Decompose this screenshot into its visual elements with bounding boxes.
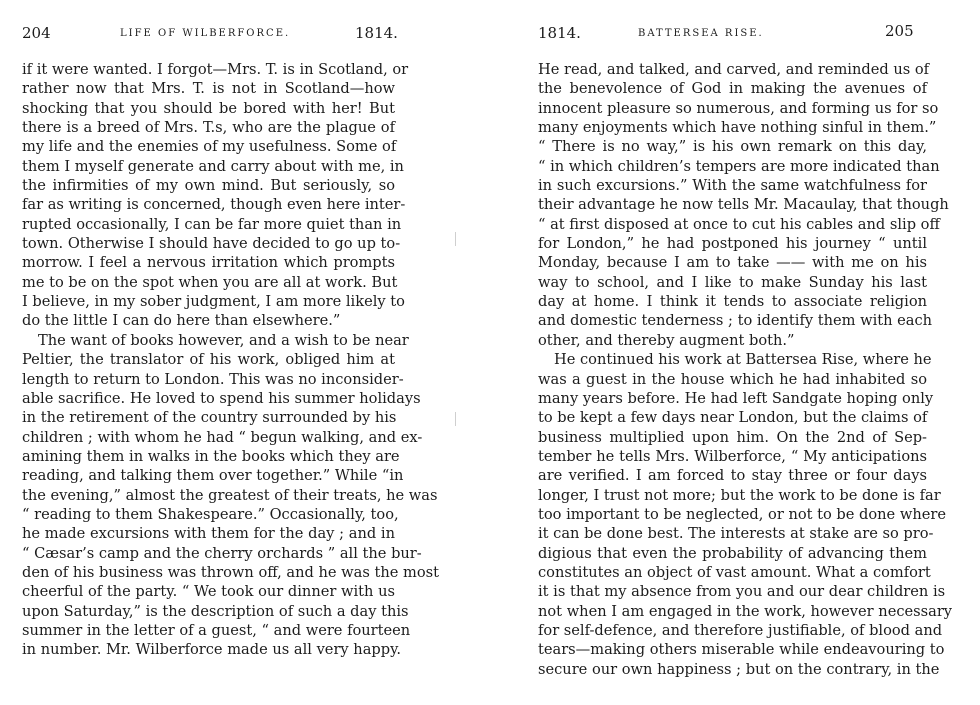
gutter-mark <box>455 232 456 246</box>
text-line: shocking that you should be bored with her! But <box>22 99 395 117</box>
text-line: the benevolence of God in making the avenues of <box>538 80 927 98</box>
text-line: it is that my absence from you and our dear children is <box>538 583 946 601</box>
text-line: digious that even the probability of advancing them <box>538 544 927 562</box>
left-page-header <box>0 24 470 46</box>
text-line: I believe, in my sober judgment, I am more likely to <box>22 293 405 311</box>
text-line: day at home. I think it tends to associate religion <box>538 293 927 311</box>
text-line: den of his business was thrown off, and he was the most <box>22 563 439 581</box>
text-line: The want of books however, and a wish to be near <box>38 331 409 349</box>
left-running-head: LIFE OF WILBERFORCE. <box>120 28 291 39</box>
text-line: other, and thereby augment both.” <box>538 331 795 349</box>
right-page-number: 205 <box>885 22 914 40</box>
text-line: “ at first disposed at once to cut his cables and slip off <box>538 215 940 233</box>
right-page-text <box>538 60 953 679</box>
text-line: upon Saturday,” is the description of such a day this <box>22 602 409 620</box>
text-line: was a guest in the house which he had inhabited so <box>538 370 927 388</box>
text-line: to be kept a few days near London, but the claims of <box>538 409 928 427</box>
text-line: children ; with whom he had “ begun walking, and ex- <box>22 428 423 446</box>
text-line: their advantage he now tells Mr. Macaulay, that though <box>538 196 949 214</box>
right-page-header <box>500 24 980 46</box>
left-page-number: 204 <box>22 24 51 42</box>
text-line: for self-defence, and therefore justifiable, of blood and <box>538 621 943 639</box>
text-line: in number. Mr. Wilberforce made us all very happy. <box>22 641 402 659</box>
text-line: not when I am engaged in the work, however necessary <box>538 602 953 620</box>
text-line: able sacrifice. He loved to spend his summer holidays <box>22 389 421 407</box>
text-line: do the little I can do here than elsewhere.” <box>22 312 341 330</box>
text-line: many enjoyments which have nothing sinful in them.” <box>538 119 937 137</box>
text-line: and domestic tenderness ; to identify them with each <box>538 312 933 330</box>
text-line: many years before. He had left Sandgate hoping only <box>538 389 934 407</box>
text-line: me to be on the spot when you are all at work. But <box>22 273 398 291</box>
left-page <box>0 0 470 705</box>
right-page-year: 1814. <box>538 24 581 42</box>
text-line: Peltier, the translator of his work, obliged him at <box>22 351 395 369</box>
text-line: business multiplied upon him. On the 2nd of Sep- <box>538 428 927 446</box>
text-line: tears—making others miserable while endeavouring to <box>538 641 945 659</box>
text-line: “ There is no way,” is his own remark on this day, <box>538 138 927 156</box>
text-line: too important to be neglected, or not to be done where <box>538 505 946 523</box>
text-line: in the retirement of the country surrounded by his <box>22 409 397 427</box>
text-line: rupted occasionally, I can be far more quiet than in <box>22 215 402 233</box>
text-line: in such excursions.” With the same watchfulness for <box>538 177 927 195</box>
text-line: Monday, because I am to take —— with me on his <box>538 254 927 272</box>
text-line: innocent pleasure so numerous, and forming us for so <box>538 99 939 117</box>
text-line: way to school, and I like to make Sunday his last <box>538 273 927 291</box>
text-line: it can be done best. The interests at stake are so pro- <box>538 525 934 543</box>
text-line: morrow. I feel a nervous irritation which prompts <box>22 254 395 272</box>
text-line: “ Cæsar’s camp and the cherry orchards ” all the bur- <box>22 544 422 562</box>
text-line: He read, and talked, and carved, and reminded us of <box>538 61 930 78</box>
text-line: he made excursions with them for the day ; and in <box>22 525 395 543</box>
text-line: town. Otherwise I should have decided to go up to- <box>22 235 401 253</box>
text-line: the infirmities of my own mind. But seriously, so <box>22 177 395 195</box>
text-line: are verified. I am forced to stay three or four days <box>538 467 927 485</box>
text-line: them I myself generate and carry about with me, in <box>22 157 404 175</box>
right-page <box>500 0 980 705</box>
text-line: there is a breed of Mrs. T.s, who are the plague of <box>22 119 395 137</box>
text-line: far as writing is concerned, though even here inter- <box>22 196 406 214</box>
text-line: my life and the enemies of my usefulness. Some of <box>22 138 397 156</box>
left-page-text <box>22 60 439 660</box>
text-line: if it were wanted. I forgot—Mrs. T. is in Scotland, or <box>22 61 409 78</box>
text-line: cheerful of the party. “ We took our dinner with us <box>22 583 395 601</box>
text-line: the evening,” almost the greatest of their treats, he was <box>22 486 438 504</box>
text-line: secure our own happiness ; but on the contrary, in the <box>538 660 940 678</box>
text-line: tember he tells Mrs. Wilberforce, “ My anticipations <box>538 447 927 465</box>
gutter-mark <box>455 412 456 426</box>
text-line: constitutes an object of vast amount. What a comfort <box>538 563 931 581</box>
text-line: longer, I trust not more; but the work to be done is far <box>538 486 941 504</box>
text-line: amining them in walks in the books which they are <box>22 447 400 465</box>
text-line: rather now that Mrs. T. is not in Scotland—how <box>22 80 395 98</box>
text-line: “ in which children’s tempers are more indicated than <box>538 157 940 175</box>
right-running-head: BATTERSEA RISE. <box>638 28 764 39</box>
text-line: reading, and talking them over together.” While “in <box>22 467 404 485</box>
text-line: summer in the letter of a guest, “ and were fourteen <box>22 621 411 639</box>
text-line: for London,” he had postponed his journey “ until <box>538 235 927 253</box>
left-page-year: 1814. <box>355 24 398 42</box>
text-line: length to return to London. This was no inconsider- <box>22 370 404 388</box>
text-line: “ reading to them Shakespeare.” Occasionally, too, <box>22 505 399 523</box>
text-line: He continued his work at Battersea Rise, where he <box>554 351 932 369</box>
